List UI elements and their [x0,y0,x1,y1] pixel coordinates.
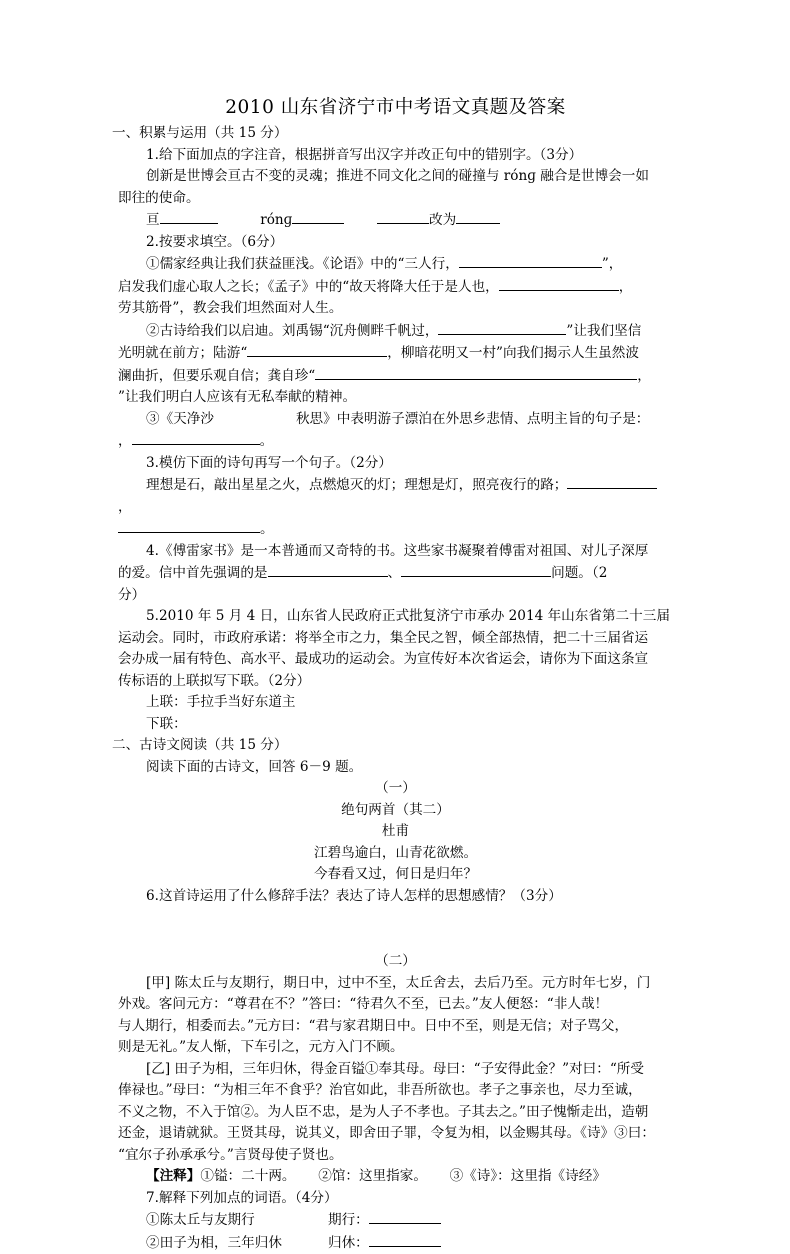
q1-label-gen: 亘 [146,212,160,228]
part-one-heading: （一） [118,778,673,800]
q2-p1-a-end: ”， [602,256,623,272]
poem-line-1: 江碧鸟逾白，山青花欲燃。 [118,843,673,865]
q5-lower-couplet: 下联： [118,714,673,736]
passage-jia-1: [甲] 陈太丘与友期行，期日中，过中不至，太丘舍去，去后乃至。元方时年七岁，门 [118,973,673,995]
q3-line-b: ， [118,497,673,519]
passage-yi-4: 还金，退请就狱。王贤其母，说其义，即舍田子罪，令复为相，以金赐其母。《诗》③曰： [118,1123,673,1145]
q2-p1-b-text: 启发我们虚心取人之长；《孟子》中的“故天将降大任于是人也， [118,279,499,295]
q7-item-2 [118,1232,673,1254]
q2-stem: 2.按要求填空。（6分） [118,232,673,254]
q2-p1-b-end: ， [619,279,633,295]
page-title: 2010 山东省济宁市中考语文真题及答案 [118,96,673,120]
q2-p2-c-end: ， [637,368,651,384]
passage-yi-2: 俸禄也。”母曰：“为相三年不食乎？治官如此，非吾所欲也。孝子之事亲也，尽力至诚， [118,1080,673,1102]
q4-blank-1[interactable] [268,562,388,577]
q7-item-1 [118,1209,673,1232]
q5-line-c: 会办成一届有特色、高水平、最成功的运动会。为宣传好本次省运会，请你为下面这条宣 [118,649,673,671]
q7-blank-2[interactable] [369,1232,441,1247]
q2-p2-b-text: 光明就在前方；陆游“ [118,345,247,361]
q2-blank-6[interactable] [132,430,260,445]
section-heading-1: 一、积累与运用（共 15 分） [112,123,673,145]
q7-item-2-label: 归休： [328,1235,369,1251]
reading-intro: 阅读下面的古诗文，回答 6－9 题。 [118,757,673,779]
q4-blank-2[interactable] [401,562,551,577]
q1-blank-rong[interactable] [292,209,344,224]
q2-p1-a [118,253,673,276]
q7-stem: 7.解释下列加点的词语。（4分） [118,1188,673,1210]
q6-stem: 6.这首诗运用了什么修辞手法？表达了诗人怎样的思想感情？（3分） [118,886,673,908]
passage-jia-2: 外戏。客问元方：“尊君在不？”答曰：“待君久不至，已去。”友人便怒：“非人哉！ [118,994,673,1016]
note-3: ③《诗》：这里指《诗经》 [450,1168,606,1184]
exam-page [118,96,673,1254]
passage-yi-3: 不义之物，不入于馆②。为人臣不忠，是为人子不孝也。子其去之。”田子愧惭走出，造朝 [118,1102,673,1124]
q2-blank-4[interactable] [247,342,387,357]
q5-line-d: 传标语的上联拟写下联。（2分） [118,671,673,693]
q4-line-c: 分） [118,585,673,607]
notes-row [118,1166,673,1188]
q2-p3-a [118,409,673,431]
q2-p2-a-text: ②古诗给我们以启迪。刘禹锡“沉舟侧畔千帆过， [146,323,438,339]
q1-blank-wrong[interactable] [377,209,429,224]
q2-p3-b-end: 。 [260,433,274,449]
q3-line-c-end: 。 [260,521,274,537]
q1-label-gai: 改为 [429,212,456,228]
q2-p2-b-mid: ，柳暗花明又一村”向我们揭示人生虽然波 [387,345,639,361]
q2-p2-c [118,365,673,388]
q1-label-rong: rónɡ [260,212,292,228]
q1-stem: 1.给下面加点的字注音，根据拼音写出汉字并改正句中的错别字。（3分） [118,145,673,167]
q7-item-2-text: ②田子为相，三年归休 [146,1233,328,1254]
q2-blank-3[interactable] [438,320,566,335]
q1-blank-gen[interactable] [160,209,218,224]
q5-line-a: 5.2010 年 5 月 4 日，山东省人民政府正式批复济宁市承办 2014 年山东省第二十三届 [118,606,673,628]
q2-p2-a-end: ”让我们坚信 [566,323,641,339]
q2-p1-a-text: ①儒家经典让我们获益匪浅。《论语》中的“三人行， [146,256,459,272]
part-two-heading: （二） [118,951,673,973]
q3-blank-2[interactable] [118,518,260,533]
q2-p3-a-text: ③《天净沙 [146,411,214,427]
q4-line-b-sep: 、 [388,565,402,581]
section-heading-2: 二、古诗文阅读（共 15 分） [112,735,673,757]
q1-text-a: 创新是世博会亘古不变的灵魂；推进不同文化之间的碰撞与 rónɡ 融合是世博会一如 [118,166,673,188]
q7-item-1-text: ①陈太丘与友期行 [146,1210,328,1232]
q4-line-b-text: 的爱。信中首先强调的是 [118,565,268,581]
q7-blank-1[interactable] [369,1209,441,1224]
q7-item-1-label: 期行： [328,1212,369,1228]
q2-blank-5[interactable] [315,365,637,380]
q2-p2-c-text: 澜曲折，但要乐观自信；龚自珍“ [118,368,315,384]
q2-blank-2[interactable] [499,276,619,291]
q5-line-b: 运动会。同时，市政府承诺：将举全市之力，集全民之智，倾全部热情，把二十三届省运 [118,628,673,650]
q2-p2-a [118,320,673,343]
q3-blank-1[interactable] [567,474,657,489]
q3-line-a [118,474,673,497]
passage-jia-3: 与人期行，相委而去。”元方曰：“君与家君期日中。日中不至，则是无信；对子骂父， [118,1016,673,1038]
passage-yi-5: “宜尔子孙承承兮。”言贤母使子贤也。 [118,1145,673,1167]
q4-line-b [118,562,673,585]
q2-p2-b [118,342,673,365]
poem-line-2: 今春看又过，何日是归年？ [118,864,673,886]
poem-author: 杜甫 [118,821,673,843]
q2-p1-c: 劳其筋骨”，教会我们坦然面对人生。 [118,298,673,320]
q3-line-a-text: 理想是石，敲出星星之火，点燃熄灭的灯；理想是灯，照亮夜行的路； [146,477,567,493]
notes-label: 【注释】 [146,1168,200,1184]
note-2: ②馆：这里指家。 [318,1168,427,1184]
passage-jia-4: 则是无礼。”友人惭，下车引之，元方入门不顾。 [118,1037,673,1059]
passage-yi-1: [乙] 田子为相，三年归休，得金百镒①奉其母。母曰：“子安得此金？”对曰：“所受 [118,1059,673,1081]
q2-p1-b [118,276,673,299]
q4-line-a: 4.《傅雷家书》是一本普通而又奇特的书。这些家书凝聚着傅雷对祖国、对儿子深厚 [118,541,673,563]
q1-blank-correct[interactable] [456,209,500,224]
q5-upper-couplet: 上联：手拉手当好东道主 [118,692,673,714]
q3-stem: 3.模仿下面的诗句再写一个句子。（2分） [118,453,673,475]
q3-line-c [118,518,673,541]
answer-space [118,907,673,951]
q2-p3-a-mid: 秋思》中表明游子漂泊在外思乡悲情、点明主旨的句子是： [296,411,649,427]
q2-p2-d: ”让我们明白人应该有无私奉献的精神。 [118,387,673,409]
q1-text-b: 即往的使命。 [118,188,673,210]
q2-p3-b-start: ， [118,433,132,449]
note-1: ①镒：二十两。 [200,1168,295,1184]
q4-line-b-end: 问题。（2 [551,565,607,581]
q2-p3-b [118,430,673,453]
q2-blank-1[interactable] [459,253,602,268]
poem-title: 绝句两首（其二） [118,800,673,822]
q1-blanks-row [118,209,673,232]
